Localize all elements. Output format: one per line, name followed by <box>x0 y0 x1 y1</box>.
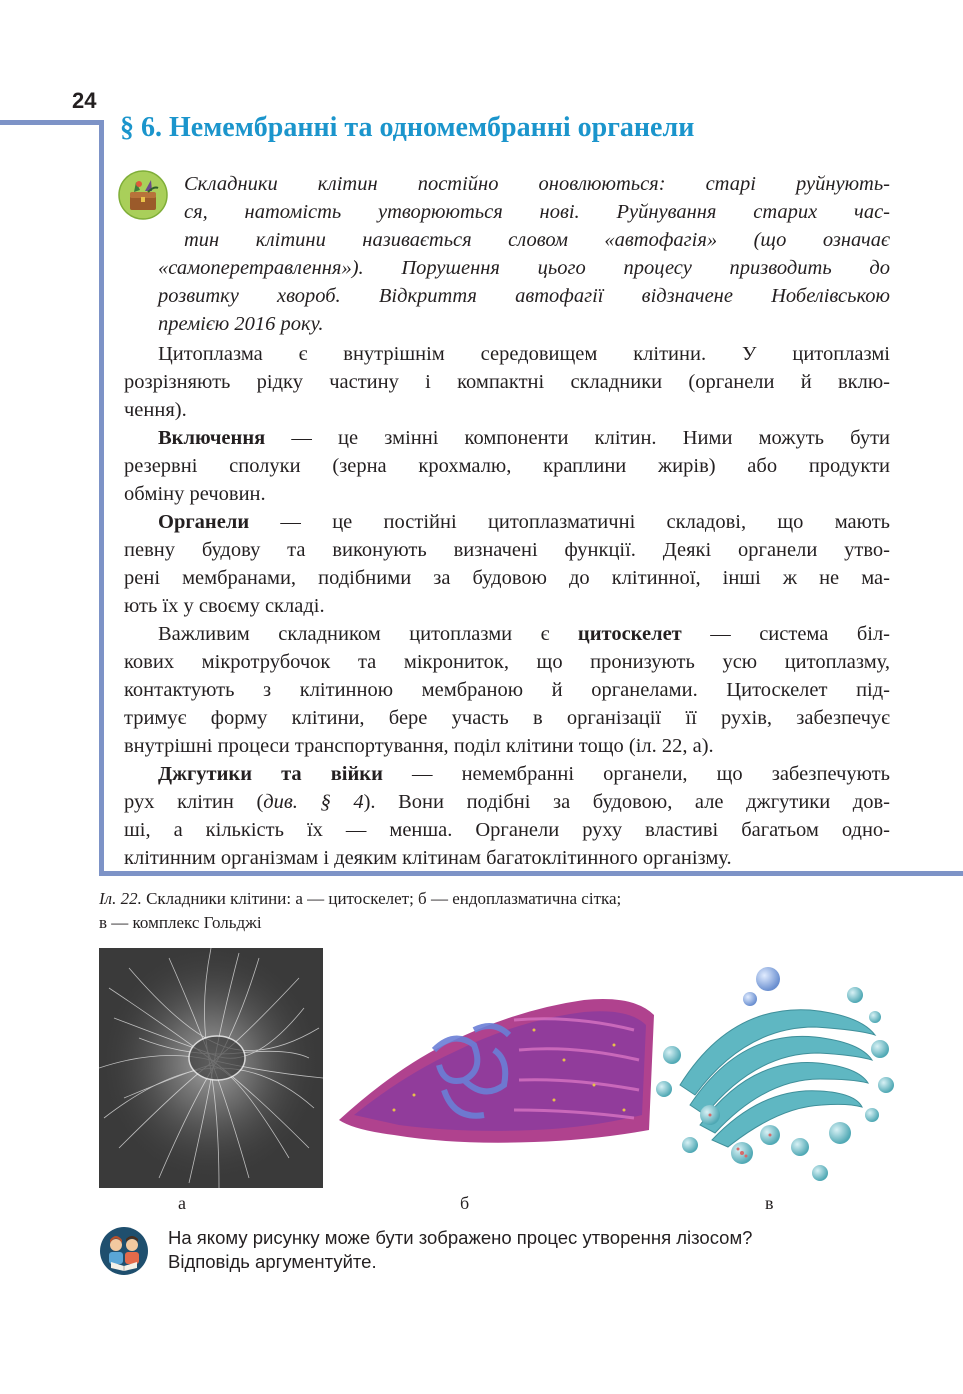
text-line <box>124 508 890 536</box>
text-fragment: рух клітин ( <box>124 791 264 813</box>
term-inclusions: Включення <box>158 427 266 449</box>
frame-left-border <box>99 120 104 876</box>
text-line: резервні сполуки (зерна крохмалю, краплини жирів) або продукти <box>124 455 890 477</box>
text-line: клітинним організмам і деяким клітинам багатоклітинного організму. <box>124 847 732 869</box>
text-line <box>124 788 890 816</box>
paragraph-cytoskeleton <box>124 620 890 760</box>
figure-caption <box>99 887 869 935</box>
text-fragment: — немембранні органели, що забезпечують <box>382 763 890 785</box>
figure-label-c: в <box>765 1193 774 1213</box>
paragraph-inclusions <box>124 424 890 508</box>
text-line <box>124 424 890 452</box>
intro-line: ся, натомість утворюються нові. Руйнування старих час- <box>184 201 890 223</box>
question-line: Відповідь аргументуйте. <box>168 1251 377 1272</box>
intro-line: тин клітини називається словом «автофагія» (що означає <box>184 229 890 251</box>
text-line: чення). <box>124 399 187 421</box>
golgi-complex-illustration <box>650 965 896 1185</box>
figure-label-b: б <box>460 1193 470 1213</box>
text-line: обміну речовин. <box>124 483 266 505</box>
paragraph-cytoplasm <box>124 340 890 424</box>
intro-line: розвитку хвороб. Відкриття автофагії відзначене Нобелівською <box>158 285 890 307</box>
text-fragment: — система біл- <box>681 623 891 645</box>
text-line: рені мембранами, подібними за будовою до клітинної, інші ж не ма- <box>124 567 890 589</box>
intro-line: премією 2016 року. <box>158 313 324 335</box>
text-line <box>124 620 890 648</box>
text-line: розрізняють рідку частину і компактні складники (органели й вклю- <box>124 371 890 393</box>
text-fragment: Важливим складником цитоплазми є <box>158 623 578 645</box>
text-line: внутрішні процеси транспортування, поділ клітини тощо (іл. 22, а). <box>124 735 714 757</box>
term-cytoskeleton: цитоскелет <box>577 623 682 645</box>
caption-line: Складники клітини: а — цитоскелет; б — ендоплазматична сітка; <box>141 889 622 908</box>
question-line: На якому рисунку може бути зображено процес утворення лізосом? <box>168 1227 753 1248</box>
term-flagella-cilia: Джгутики та війки <box>158 763 383 785</box>
figure-label-a: а <box>178 1193 186 1213</box>
endoplasmic-reticulum-illustration <box>334 990 656 1160</box>
section-title: § 6. Немембранні та одномембранні органели <box>120 112 695 143</box>
text-fragment: — це постійні цитоплазматичні складові, що мають <box>249 511 890 533</box>
text-fragment: ). Вони подібні за будовою, але джгутики дов- <box>363 791 890 813</box>
cross-reference: див. § 4 <box>263 791 364 813</box>
cytoskeleton-micrograph <box>99 948 323 1188</box>
text-line: Цитоплазма є внутрішнім середовищем клітини. У цитоплазмі <box>158 343 890 365</box>
text-line <box>124 760 890 788</box>
text-line: ють їх у своєму складі. <box>124 595 325 617</box>
frame-top-border <box>0 120 104 125</box>
text-line: тримує форму клітини, бере участь в організації її рухів, забезпечує <box>124 707 890 729</box>
intro-line: Складники клітин постійно оновлюються: старі руйнують- <box>184 173 890 195</box>
text-fragment: — це змінні компоненти клітин. Ними можуть бути <box>265 427 890 449</box>
intro-paragraph <box>124 170 890 338</box>
intro-line: «самоперетравлення»). Порушення цього процесу призводить до <box>158 257 890 279</box>
figure-number: Іл. 22. <box>99 889 142 908</box>
caption-line: в — комплекс Гольджі <box>99 913 262 932</box>
text-line: кових мікротрубочок та мікрониток, що пронизують усю цитоплазму, <box>124 651 890 673</box>
paragraph-flagella <box>124 760 890 872</box>
students-reading-icon <box>99 1226 149 1276</box>
paragraph-organelles <box>124 508 890 620</box>
text-line: певну будову та виконують визначені функції. Деякі органели утво- <box>124 539 890 561</box>
text-line: ші, а кількість їх — менша. Органели руху властиві багатьом одно- <box>124 819 890 841</box>
text-line: контактують з клітинною мембраною й органелами. Цитоскелет під- <box>124 679 890 701</box>
question-text <box>168 1226 888 1274</box>
term-organelles: Органели <box>158 511 250 533</box>
page-number: 24 <box>72 88 97 113</box>
